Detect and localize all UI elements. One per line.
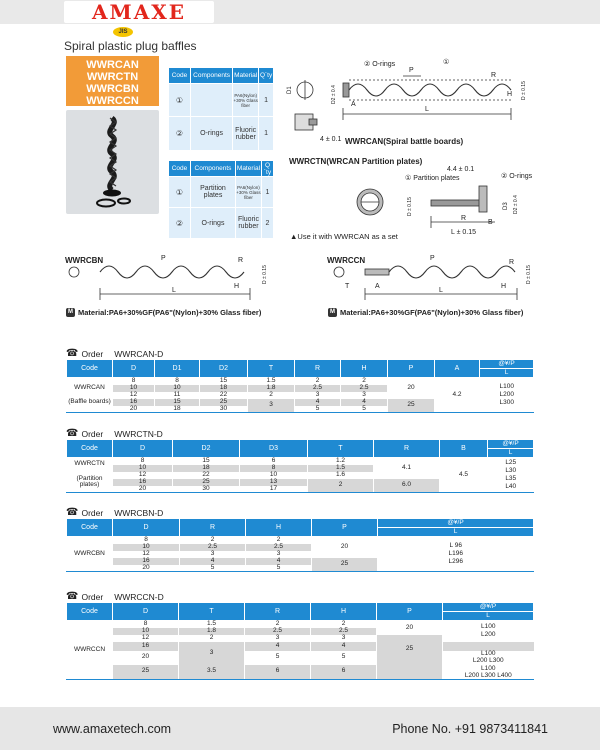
spec-header: Q´ty xyxy=(259,68,274,84)
cell-a: 4.2 xyxy=(435,378,480,413)
cell-d2: 30 xyxy=(173,486,240,493)
order-heading-wwrcbn xyxy=(66,507,163,518)
label-d: D ± 0.15 xyxy=(526,265,532,284)
model-list xyxy=(66,56,159,106)
cell-l xyxy=(378,537,534,572)
spec-qty: 1 xyxy=(259,84,274,117)
length-value: L30 xyxy=(505,467,517,474)
cell-r: 5 xyxy=(180,565,246,572)
cell-d: 8 xyxy=(113,537,180,544)
length-value: L40 xyxy=(505,483,517,490)
cell-d: 12 xyxy=(113,392,155,399)
cell-d2: 18 xyxy=(173,465,240,472)
cell-d1: 18 xyxy=(155,406,200,413)
col-header: D2 xyxy=(200,360,248,378)
material-icon: M xyxy=(68,309,73,315)
length-value: L200 xyxy=(499,391,514,398)
order-table-wwrctn xyxy=(66,439,534,493)
label-p: P xyxy=(409,67,414,74)
cell-h: 2.5 xyxy=(246,544,312,551)
col-header: P xyxy=(312,519,378,537)
spec-qty: 1 xyxy=(261,177,273,208)
cell-d3: 13 xyxy=(240,479,308,486)
col-header: R xyxy=(180,519,246,537)
cell-r: 2.5 xyxy=(245,628,311,635)
cell-r: 6 xyxy=(245,665,311,680)
cell-t: 1.8 xyxy=(179,628,245,635)
col-header: T xyxy=(248,360,295,378)
code-sub: (Partition plates) xyxy=(76,474,103,489)
label-d: D ± 0.15 xyxy=(407,197,413,216)
cell-d1: 8 xyxy=(155,378,200,385)
spiral-plug-image xyxy=(66,110,159,214)
material-note-left xyxy=(66,308,261,317)
length-header: L xyxy=(488,449,534,458)
col-header: H xyxy=(341,360,388,378)
col-header: D1 xyxy=(155,360,200,378)
spec-material: PA6(Nylon) +30% Glass fiber xyxy=(235,177,261,208)
label-d: D ± 0.15 xyxy=(521,81,527,100)
spec-code: ① xyxy=(169,84,191,117)
cell-d: 10 xyxy=(113,544,180,551)
price-header: @¥/P xyxy=(488,440,534,449)
material-text: Material:PA6+30%GF(PA6"(Nylon)+30% Glass fiber) xyxy=(340,308,524,317)
cell-r: 4.1 xyxy=(374,458,440,479)
cell-l xyxy=(443,665,534,680)
col-header: P xyxy=(377,603,443,621)
length-value: L35 xyxy=(505,475,517,482)
order-label: Order xyxy=(81,507,104,518)
label-h: H xyxy=(507,91,513,98)
code-label: WWRCAN xyxy=(74,383,105,391)
cell-d: 16 xyxy=(113,558,180,565)
label-b: B xyxy=(488,219,493,226)
cell-d1: 11 xyxy=(155,392,200,399)
label-one: ① xyxy=(443,59,450,66)
spec-header: Q´ty xyxy=(261,161,273,177)
cell-r: 2.5 xyxy=(295,385,341,392)
material-icon: M xyxy=(330,309,335,315)
label-d3: D3 xyxy=(503,202,509,210)
model-name: WWRCBN xyxy=(86,83,139,95)
cell-r: 4 xyxy=(180,558,246,565)
wwrccn-title: WWRCCN xyxy=(327,256,366,265)
cell-h: 2 xyxy=(341,378,388,385)
col-header: T xyxy=(308,440,374,458)
cell-d: 8 xyxy=(113,458,173,465)
cell-h: 5 xyxy=(311,651,377,665)
cell-h: 2 xyxy=(246,537,312,544)
cell-h: 6 xyxy=(311,665,377,680)
col-header: D2 xyxy=(173,440,240,458)
cell-d: 20 xyxy=(113,486,173,493)
col-header: Code xyxy=(67,360,113,378)
cell-b: 4.5 xyxy=(440,458,488,493)
length-value: L200 L300 xyxy=(443,658,534,665)
cell-h: 5 xyxy=(246,565,312,572)
cell-r: 2 xyxy=(180,537,246,544)
cell-p: 25 xyxy=(312,558,378,572)
col-header: D xyxy=(113,519,180,537)
spec-component: O-rings xyxy=(191,117,233,151)
order-name: WWRCBN-D xyxy=(114,507,164,518)
col-header: D3 xyxy=(240,440,308,458)
cell-d2: 30 xyxy=(200,406,248,413)
label-h: H xyxy=(501,283,507,290)
cell-d: 20 xyxy=(113,406,155,413)
cell-d: 12 xyxy=(113,551,180,558)
length-value: L300 xyxy=(499,399,514,406)
wwrcbn-title: WWRCBN xyxy=(65,256,104,265)
spec-component: Partition plates xyxy=(191,177,236,208)
spec-material: PA6(Nylon) +30% Glass fiber xyxy=(233,84,259,117)
label-p: P xyxy=(161,255,166,262)
spec-header: Material xyxy=(233,68,259,84)
wwrctn-drawing xyxy=(285,164,535,236)
cell-h: 2.5 xyxy=(341,385,388,392)
label-l: L ± 0.15 xyxy=(451,229,476,236)
cell-t: 1.5 xyxy=(308,465,374,472)
cell-h: 3 xyxy=(246,551,312,558)
label-p: P xyxy=(430,255,435,262)
label-a: A xyxy=(351,101,356,108)
col-header: D xyxy=(113,603,179,621)
cell-t: 3 xyxy=(179,642,245,665)
order-heading-wwrccn xyxy=(66,591,164,602)
phone-icon: ☎ xyxy=(66,348,79,359)
cell-d2: 18 xyxy=(200,385,248,392)
cell-d: 8 xyxy=(113,378,155,385)
cell-r: 3 xyxy=(245,635,311,642)
order-table-wwrccn xyxy=(66,602,534,680)
order-label: Order xyxy=(81,591,104,602)
cell-r: 5 xyxy=(295,406,341,413)
code-cell xyxy=(67,378,113,413)
label-r: R xyxy=(461,215,467,222)
spec-code: ② xyxy=(169,208,191,239)
order-label: Order xyxy=(81,428,104,439)
label-l: L xyxy=(425,106,429,113)
cell-t: 1.8 xyxy=(248,385,295,392)
length-header: L xyxy=(480,369,534,378)
order-name: WWRCCN-D xyxy=(114,591,164,602)
col-header: T xyxy=(179,603,245,621)
price-header: @¥/P xyxy=(480,360,534,369)
col-header: H xyxy=(246,519,312,537)
spec-header: Code xyxy=(169,161,191,177)
col-header: R xyxy=(374,440,440,458)
cell-d2: 22 xyxy=(200,392,248,399)
cell-h: 4 xyxy=(341,399,388,406)
cell-r: 2 xyxy=(245,621,311,628)
material-text: Material:PA6+30%GF(PA6"(Nylon)+30% Glass fiber) xyxy=(78,308,262,317)
label-d2: D2 ± 0.4 xyxy=(331,85,337,104)
model-name: WWRCAN xyxy=(86,59,139,71)
label-one: ① Partition plates xyxy=(405,175,460,182)
cell-p-blank xyxy=(377,665,443,680)
spec-qty: 1 xyxy=(259,117,274,151)
col-header: H xyxy=(311,603,377,621)
cell-d3: 17 xyxy=(240,486,308,493)
cell-d: 8 xyxy=(113,621,179,628)
label-d: D ± 0.15 xyxy=(262,265,268,284)
cell-p: 25 xyxy=(388,399,435,413)
length-value: L296 xyxy=(448,558,463,565)
label-t: T xyxy=(345,283,350,290)
cell-r: 2 xyxy=(295,378,341,385)
col-header: Code xyxy=(67,440,113,458)
length-value: L100 xyxy=(499,383,514,390)
col-header: R xyxy=(245,603,311,621)
cell-d: 20 xyxy=(113,565,180,572)
brand-logo: AMAXE xyxy=(64,1,214,23)
cell-p: 20 xyxy=(312,537,378,558)
spec-table-wwrcan xyxy=(168,67,274,151)
spec-header: Components xyxy=(191,68,233,84)
spec-material: Fluoric rubber xyxy=(233,117,259,151)
cell-d2: 25 xyxy=(200,399,248,406)
cell-d: 10 xyxy=(113,628,179,635)
cell-d: 12 xyxy=(113,472,173,479)
cell-d3: 8 xyxy=(240,465,308,472)
cell-t: 1.5 xyxy=(248,378,295,385)
length-value: L100 xyxy=(443,651,534,658)
cell-d: 12 xyxy=(113,635,179,642)
cell-r: 2.5 xyxy=(180,544,246,551)
order-heading-wwrcan xyxy=(66,348,163,359)
cell-d1: 15 xyxy=(155,399,200,406)
label-r: R xyxy=(238,257,244,264)
phone-icon: ☎ xyxy=(66,507,79,518)
cell-h: 2.5 xyxy=(311,628,377,635)
cell-d3: 10 xyxy=(240,472,308,479)
label-a: A xyxy=(375,283,380,290)
cell-l xyxy=(443,621,534,642)
cell-t: 1.6 xyxy=(308,472,374,479)
price-header: @¥/P xyxy=(443,603,534,612)
cell-d3: 6 xyxy=(240,458,308,465)
col-header: Code xyxy=(67,519,113,537)
cell-d: 25 xyxy=(113,665,179,680)
cell-r: 5 xyxy=(245,651,311,665)
spec-header: Material xyxy=(235,161,261,177)
length-header: L xyxy=(378,528,534,537)
cell-d: 16 xyxy=(113,642,179,651)
col-header: A xyxy=(435,360,480,378)
label-orings: ② O-rings xyxy=(364,61,396,68)
wwrccn-drawing xyxy=(327,252,535,302)
spec-header: Code xyxy=(169,68,191,84)
wwrctn-title: WWRCTN(WRCAN Partition plates) xyxy=(289,157,423,166)
cell-h: 4 xyxy=(246,558,312,565)
footer xyxy=(0,707,600,750)
label-r: R xyxy=(491,72,497,79)
phone-number: Phone No. +91 9873411841 xyxy=(392,721,548,736)
cell-h: 3 xyxy=(341,392,388,399)
label-r: R xyxy=(509,259,515,266)
cell-d2: 15 xyxy=(173,458,240,465)
cell-t: 3.5 xyxy=(179,665,245,680)
length-value: L200 xyxy=(481,631,496,639)
length-value: L196 xyxy=(448,550,463,557)
spec-qty: 2 xyxy=(261,208,273,239)
model-name: WWRCCN xyxy=(86,95,139,107)
spec-code: ① xyxy=(169,177,191,208)
phone-icon: ☎ xyxy=(66,591,79,602)
cell-d: 10 xyxy=(113,465,173,472)
cell-l xyxy=(480,378,534,413)
jis-badge: JIS xyxy=(113,27,133,37)
order-heading-wwrctn xyxy=(66,428,163,439)
label-tol: 4 ± 0.1 xyxy=(320,136,342,143)
spec-component: O-rings xyxy=(191,208,236,239)
cell-d1: 10 xyxy=(155,385,200,392)
col-header: D xyxy=(113,440,173,458)
cell-d: 10 xyxy=(113,385,155,392)
spec-component xyxy=(191,84,233,117)
cell-p: 25 xyxy=(377,635,443,665)
length-value: L100 xyxy=(481,664,496,672)
cell-r: 6.0 xyxy=(374,479,440,493)
order-table-wwrcbn xyxy=(66,518,534,572)
cell-r: 4 xyxy=(295,399,341,406)
cell-t: 2 xyxy=(248,392,295,399)
label-d2: D2 ± 0.4 xyxy=(513,195,519,214)
label-l: L xyxy=(172,287,176,294)
cell-d2: 15 xyxy=(200,378,248,385)
cell-d: 16 xyxy=(113,399,155,406)
order-name: WWRCAN-D xyxy=(114,348,164,359)
cell-t: 1.2 xyxy=(308,458,374,465)
wwrcan-caption: WWRCAN(Spiral battle boards) xyxy=(345,137,464,146)
material-note-right xyxy=(328,308,523,317)
code-label: WWRCTN xyxy=(74,460,105,468)
order-label: Order xyxy=(81,348,104,359)
col-header: B xyxy=(440,440,488,458)
spec-header: Components xyxy=(191,161,236,177)
cell-p: 20 xyxy=(388,378,435,399)
cell-p: 20 xyxy=(377,621,443,635)
cell-r: 3 xyxy=(295,392,341,399)
col-header: P xyxy=(388,360,435,378)
col-header: Code xyxy=(67,603,113,621)
cell-t: 2 xyxy=(308,479,374,493)
code-cell: WWRCCN xyxy=(67,621,113,680)
cell-d: 16 xyxy=(113,479,173,486)
cell-r: 4 xyxy=(245,642,311,651)
length-value: L 96 xyxy=(449,542,462,549)
label-h: H xyxy=(234,283,240,290)
cell-d: 20 xyxy=(113,651,179,665)
col-header: D xyxy=(113,360,155,378)
col-header: R xyxy=(295,360,341,378)
cell-h: 5 xyxy=(341,406,388,413)
length-value: L100 xyxy=(481,623,496,631)
price-header: @¥/P xyxy=(378,519,534,528)
label-two: ② O-rings xyxy=(501,173,533,180)
cell-d2: 22 xyxy=(173,472,240,479)
spec-material: Fluoric rubber xyxy=(235,208,261,239)
cell-l xyxy=(488,458,534,493)
label-d1: D1 xyxy=(287,86,293,94)
code-cell xyxy=(67,458,113,493)
cell-h: 4 xyxy=(311,642,377,651)
cell-d2: 25 xyxy=(173,479,240,486)
website-link[interactable]: www.amaxetech.com xyxy=(53,721,172,736)
order-name: WWRCTN-D xyxy=(114,428,163,439)
phone-icon: ☎ xyxy=(66,428,79,439)
product-photo xyxy=(66,110,159,214)
length-value: L200 L300 L400 xyxy=(464,671,512,679)
cell-t: 1.5 xyxy=(179,621,245,628)
cell-r: 3 xyxy=(180,551,246,558)
model-name: WWRCTN xyxy=(86,71,139,83)
cell-t: 2 xyxy=(179,635,245,642)
label-l: L xyxy=(439,287,443,294)
length-header: L xyxy=(443,612,534,621)
cell-h: 3 xyxy=(311,635,377,642)
length-value: L25 xyxy=(505,459,517,466)
spec-code: ② xyxy=(169,117,191,151)
label-top: 4.4 ± 0.1 xyxy=(447,166,475,173)
spec-table-wwrctn xyxy=(168,160,274,239)
cell-h: 2 xyxy=(311,621,377,628)
page-title: Spiral plastic plug baffles xyxy=(64,39,197,53)
wwrctn-note: ▲Use it with WWRCAN as a set xyxy=(290,232,398,241)
cell-t: 3 xyxy=(248,399,295,413)
order-table-wwrcan xyxy=(66,359,534,413)
code-cell: WWRCBN xyxy=(67,537,113,572)
wwrcbn-drawing xyxy=(66,252,276,302)
code-sub: (Baffle boards) xyxy=(68,398,111,405)
